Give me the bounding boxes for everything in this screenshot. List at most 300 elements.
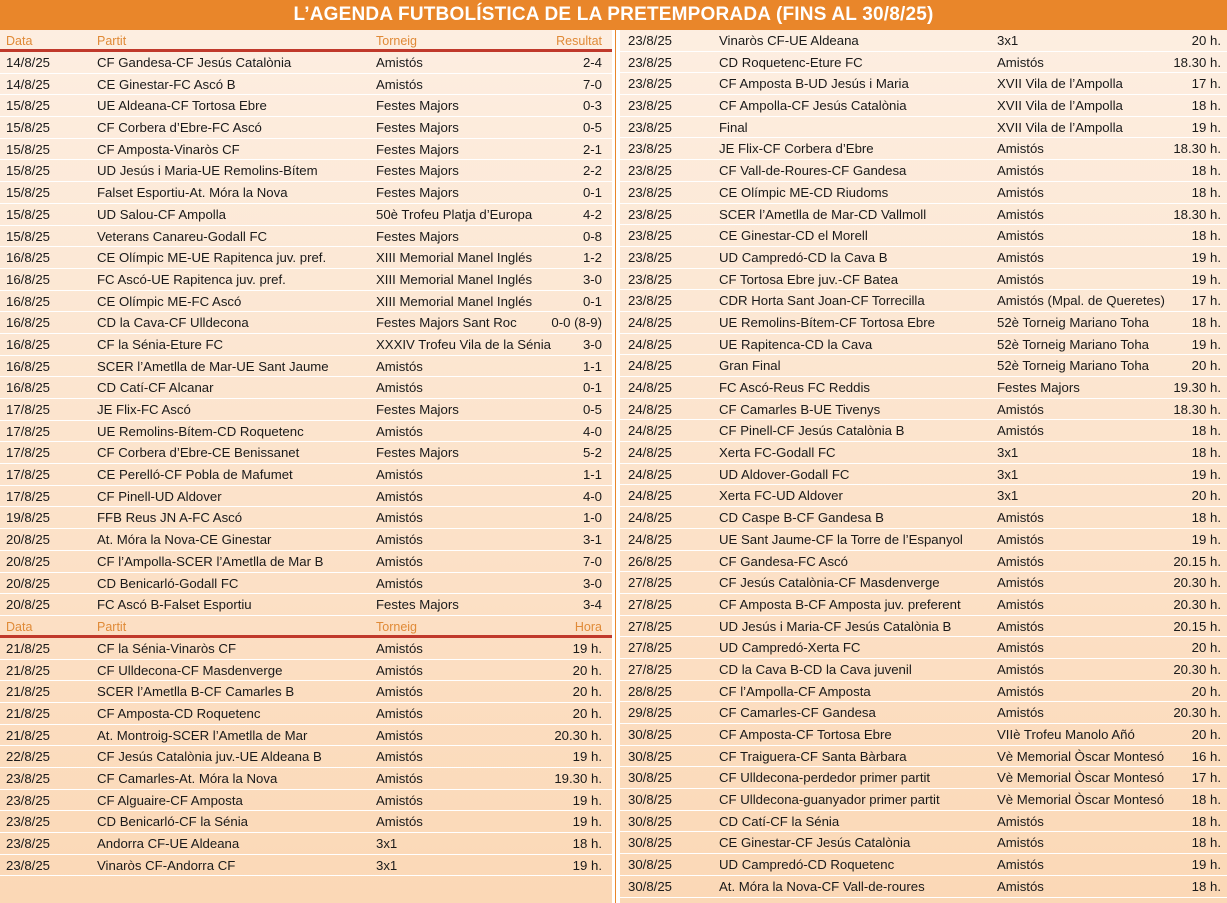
match-teams: Final: [719, 119, 748, 135]
match-date: 24/8/25: [628, 358, 672, 374]
match-date: 16/8/25: [6, 293, 50, 309]
match-tournament: XXXIV Trofeu Vila de la Sénia: [376, 336, 551, 352]
match-value: 18 h.: [1191, 813, 1221, 829]
table-row: [620, 551, 1227, 573]
match-value: 18.30 h.: [1173, 141, 1221, 157]
match-date: 21/8/25: [6, 727, 50, 743]
match-date: 30/8/25: [628, 813, 672, 829]
match-date: 23/8/25: [628, 293, 672, 309]
header-date: Data: [6, 619, 33, 634]
table-row: [0, 464, 612, 486]
match-teams: UE Sant Jaume-CF la Torre de l’Espanyol: [719, 531, 963, 547]
table-row: [0, 269, 612, 291]
table-row: [0, 117, 612, 139]
match-date: 28/8/25: [628, 683, 672, 699]
table-row: [0, 594, 612, 616]
match-tournament: 3x1: [997, 33, 1019, 48]
match-date: 15/8/25: [6, 185, 50, 201]
match-tournament: 3x1: [376, 836, 398, 852]
match-teams: JE Flix-FC Ascó: [97, 402, 191, 417]
match-teams: CF Gandesa-FC Ascó: [719, 553, 848, 569]
match-tournament: Amistós: [376, 532, 423, 548]
match-tournament: Amistós: [376, 510, 423, 526]
match-date: 27/8/25: [628, 575, 672, 591]
schedule-list: [0, 638, 612, 877]
match-tournament: Amistós: [997, 510, 1044, 526]
match-value: 0-1: [582, 380, 602, 396]
match-date: 20/8/25: [6, 532, 50, 548]
match-value: 20.30 h.: [1173, 596, 1221, 612]
match-date: 24/8/25: [628, 531, 672, 547]
table-row: [0, 312, 612, 334]
match-value: 4-0: [582, 488, 602, 504]
match-teams: FC Ascó B-Falset Esportiu: [97, 597, 252, 613]
table-row: [620, 767, 1227, 789]
table-row: [0, 790, 612, 812]
match-teams: SCER l’Ametlla B-CF Camarles B: [97, 684, 295, 700]
match-teams: CE Ginestar-FC Ascó B: [97, 76, 236, 92]
table-row: [620, 811, 1227, 833]
match-date: 16/8/25: [6, 271, 50, 287]
match-value: 16 h.: [1191, 748, 1221, 764]
match-tournament: Amistós (Mpal. de Queretes): [997, 293, 1165, 309]
match-tournament: Amistós: [997, 249, 1044, 265]
table-row: [0, 855, 612, 877]
match-tournament: Festes Majors: [376, 402, 459, 417]
match-date: 15/8/25: [6, 120, 50, 136]
match-tournament: XVII Vila de l’Ampolla: [997, 119, 1123, 135]
match-value: 3-0: [582, 336, 602, 352]
table-row: [620, 637, 1227, 659]
match-value: 20 h.: [1191, 488, 1221, 504]
match-value: 18 h.: [1191, 792, 1221, 808]
match-value: 20 h.: [1191, 358, 1221, 374]
match-date: 24/8/25: [628, 488, 672, 504]
match-teams: CE Olímpic ME-CD Riudoms: [719, 184, 889, 200]
table-row: [0, 811, 612, 833]
match-teams: JE Flix-CF Corbera d’Ebre: [719, 141, 874, 157]
match-teams: At. Montroig-SCER l’Ametlla de Mar: [97, 727, 308, 743]
match-tournament: Amistós: [376, 553, 423, 569]
match-tournament: Amistós: [376, 76, 423, 92]
match-tournament: Amistós: [376, 727, 423, 743]
table-row: [0, 182, 612, 204]
match-date: 17/8/25: [6, 445, 50, 461]
match-tournament: Amistós: [997, 401, 1044, 417]
table-row: [620, 355, 1227, 377]
match-teams: CF Camarles B-UE Tivenys: [719, 401, 881, 417]
table-row: [620, 290, 1227, 312]
match-value: 19 h.: [1191, 249, 1221, 265]
match-teams: CE Perelló-CF Pobla de Mafumet: [97, 467, 293, 483]
match-value: 3-0: [582, 271, 602, 287]
match-teams: CF Pinell-UD Aldover: [97, 488, 222, 504]
match-teams: CF Amposta B-UD Jesús i Maria: [719, 76, 909, 92]
match-date: 30/8/25: [628, 748, 672, 764]
match-teams: Andorra CF-UE Aldeana: [97, 836, 240, 852]
results-list: [0, 52, 612, 616]
table-row: [620, 160, 1227, 182]
match-date: 20/8/25: [6, 597, 50, 613]
match-date: 23/8/25: [628, 228, 672, 244]
match-value: 20.30 h.: [1173, 661, 1221, 677]
match-tournament: Vè Memorial Òscar Montesó: [997, 748, 1165, 764]
match-date: 17/8/25: [6, 423, 50, 439]
table-row: [0, 52, 612, 74]
match-date: 29/8/25: [628, 705, 672, 721]
column-divider: [612, 30, 620, 903]
match-tournament: Amistós: [997, 141, 1044, 157]
match-date: 16/8/25: [6, 315, 50, 331]
match-date: 15/8/25: [6, 163, 50, 179]
match-teams: CF la Sénia-Eture FC: [97, 336, 224, 352]
match-teams: CD la Cava B-CD la Cava juvenil: [719, 661, 912, 677]
match-teams: CDR Horta Sant Joan-CF Torrecilla: [719, 293, 925, 309]
match-tournament: Festes Majors: [376, 445, 459, 461]
match-date: 24/8/25: [628, 336, 672, 352]
match-tournament: Amistós: [997, 575, 1044, 591]
match-date: 23/8/25: [628, 119, 672, 135]
match-tournament: Amistós: [997, 618, 1044, 634]
match-date: 23/8/25: [628, 98, 672, 114]
table-row: [0, 204, 612, 226]
match-teams: FFB Reus JN A-FC Ascó: [97, 510, 243, 526]
header-tournament: Torneig: [376, 619, 417, 634]
table-row: [620, 269, 1227, 291]
table-row: [0, 442, 612, 464]
match-value: 19 h.: [572, 640, 602, 656]
match-tournament: Festes Majors: [376, 120, 459, 136]
match-teams: CD Catí-CF la Sénia: [719, 813, 840, 829]
match-tournament: XIII Memorial Manel Inglés: [376, 271, 533, 287]
table-row: [0, 226, 612, 248]
match-teams: Veterans Canareu-Godall FC: [97, 228, 268, 244]
table-row: [0, 486, 612, 508]
match-value: 20 h.: [1191, 33, 1221, 48]
match-teams: UD Jesús i Maria-CF Jesús Catalònia B: [719, 618, 952, 634]
match-tournament: Festes Majors: [376, 98, 459, 114]
match-date: 21/8/25: [6, 640, 50, 656]
match-teams: UE Remolins-Bítem-CD Roquetenc: [97, 423, 304, 439]
match-value: 18 h.: [1191, 878, 1221, 894]
match-date: 15/8/25: [6, 206, 50, 222]
table-row: [0, 833, 612, 855]
table-row: [0, 247, 612, 269]
match-teams: UD Campredó-CD la Cava B: [719, 249, 888, 265]
match-tournament: Amistós: [376, 814, 423, 830]
match-value: 19 h.: [1191, 466, 1221, 482]
table-row: [620, 204, 1227, 226]
table-row: [620, 225, 1227, 247]
table-row: [0, 421, 612, 443]
match-teams: CE Ginestar-CF Jesús Catalònia: [719, 835, 911, 851]
match-tournament: Amistós: [997, 661, 1044, 677]
match-teams: CF Vall-de-Roures-CF Gandesa: [719, 163, 907, 179]
match-tournament: Amistós: [376, 640, 423, 656]
match-date: 16/8/25: [6, 358, 50, 374]
match-teams: CD Benicarló-Godall FC: [97, 575, 239, 591]
match-date: 24/8/25: [628, 401, 672, 417]
match-date: 23/8/25: [6, 857, 50, 873]
table-row: [0, 768, 612, 790]
match-date: 27/8/25: [628, 596, 672, 612]
match-tournament: VIIè Trofeu Manolo Añó: [997, 727, 1135, 742]
match-date: 24/8/25: [628, 445, 672, 461]
match-teams: CF l’Ampolla-CF Amposta: [719, 683, 871, 699]
match-tournament: Vè Memorial Òscar Montesó: [997, 770, 1165, 786]
match-tournament: Amistós: [997, 271, 1044, 287]
match-value: 3-4: [582, 597, 602, 613]
table-row: [0, 377, 612, 399]
table-row: [620, 507, 1227, 529]
match-value: 19 h.: [1191, 531, 1221, 547]
match-value: 19 h.: [572, 749, 602, 765]
match-tournament: XVII Vila de l’Ampolla: [997, 98, 1123, 114]
match-value: 18 h.: [1191, 835, 1221, 851]
table-row: [0, 703, 612, 725]
match-date: 23/8/25: [628, 54, 672, 70]
match-value: 19.30 h.: [1173, 380, 1221, 395]
table-row: [620, 377, 1227, 399]
match-teams: CF Alguaire-CF Amposta: [97, 792, 243, 808]
match-date: 21/8/25: [6, 684, 50, 700]
match-tournament: 52è Torneig Mariano Toha: [997, 358, 1150, 374]
match-tournament: Festes Majors: [376, 163, 459, 179]
header-match: Partit: [97, 619, 127, 634]
match-tournament: 52è Torneig Mariano Toha: [997, 314, 1150, 330]
table-row: [620, 420, 1227, 442]
match-tournament: Amistós: [997, 206, 1044, 222]
table-row: [0, 95, 612, 117]
table-row: [0, 74, 612, 96]
match-value: 18 h.: [1191, 314, 1221, 330]
match-date: 23/8/25: [6, 792, 50, 808]
table-row: [0, 638, 612, 660]
match-tournament: Amistós: [997, 423, 1044, 439]
table-row: [620, 95, 1227, 117]
match-date: 23/8/25: [628, 141, 672, 157]
schedule-header: [0, 616, 612, 638]
table-row: [620, 572, 1227, 594]
match-tournament: Festes Majors: [376, 597, 459, 613]
match-value: 1-0: [582, 510, 602, 526]
match-tournament: Festes Majors: [997, 380, 1080, 395]
match-date: 23/8/25: [6, 836, 50, 852]
match-value: 20 h.: [1191, 640, 1221, 656]
match-date: 21/8/25: [6, 705, 50, 721]
match-value: 18.30 h.: [1173, 54, 1221, 70]
match-value: 20.30 h.: [1173, 705, 1221, 721]
match-teams: CF Traiguera-CF Santa Bàrbara: [719, 748, 907, 764]
match-teams: SCER l’Ametlla de Mar-CD Vallmoll: [719, 206, 927, 222]
match-tournament: 3x1: [997, 488, 1019, 504]
table-row: [620, 138, 1227, 160]
match-value: 3-0: [582, 575, 602, 591]
match-value: 0-1: [582, 185, 602, 201]
match-date: 23/8/25: [628, 163, 672, 179]
match-tournament: Festes Majors Sant Roc: [376, 315, 517, 331]
match-tournament: 50è Trofeu Platja d’Europa: [376, 206, 533, 222]
match-tournament: Amistós: [997, 184, 1044, 200]
match-tournament: Amistós: [376, 684, 423, 700]
match-value: 19 h.: [1191, 119, 1221, 135]
match-tournament: Amistós: [997, 54, 1044, 70]
table-row: [0, 551, 612, 573]
match-value: 18 h.: [1191, 445, 1221, 461]
match-teams: CD la Cava-CF Ulldecona: [97, 315, 249, 331]
match-teams: CF Amposta-Vinaròs CF: [97, 141, 240, 157]
table-row: [620, 52, 1227, 74]
match-tournament: Amistós: [376, 749, 423, 765]
match-value: 18 h.: [1191, 184, 1221, 200]
match-tournament: Amistós: [376, 467, 423, 483]
match-teams: CD Roquetenc-Eture FC: [719, 54, 863, 70]
match-date: 15/8/25: [6, 141, 50, 157]
match-date: 17/8/25: [6, 402, 50, 417]
header-result: Resultat: [556, 34, 602, 48]
match-value: 7-0: [582, 76, 602, 92]
match-tournament: Amistós: [376, 575, 423, 591]
match-value: 1-2: [582, 250, 602, 266]
match-value: 18.30 h.: [1173, 401, 1221, 417]
match-teams: Xerta FC-Godall FC: [719, 445, 836, 461]
match-value: 0-5: [582, 402, 602, 417]
page-title: L’AGENDA FUTBOLÍSTICA DE LA PRETEMPORADA (FINS AL 30/8/25): [0, 0, 1227, 30]
match-date: 15/8/25: [6, 228, 50, 244]
table-row: [620, 746, 1227, 768]
match-teams: Xerta FC-UD Aldover: [719, 488, 843, 504]
match-date: 30/8/25: [628, 770, 672, 786]
match-date: 24/8/25: [628, 423, 672, 439]
match-date: 16/8/25: [6, 380, 50, 396]
match-teams: UD Jesús i Maria-UE Remolins-Bítem: [97, 163, 318, 179]
match-tournament: Festes Majors: [376, 141, 459, 157]
match-value: 19 h.: [1191, 857, 1221, 873]
match-value: 18 h.: [1191, 228, 1221, 244]
table-row: [620, 594, 1227, 616]
match-tournament: 3x1: [997, 445, 1019, 461]
match-date: 27/8/25: [628, 618, 672, 634]
match-date: 23/8/25: [628, 206, 672, 222]
match-tournament: XIII Memorial Manel Inglés: [376, 250, 533, 266]
table-row: [620, 117, 1227, 139]
match-value: 20.30 h.: [554, 727, 602, 743]
match-tournament: Amistós: [997, 228, 1044, 244]
match-teams: CF Corbera d’Ebre-FC Ascó: [97, 120, 262, 136]
match-date: 17/8/25: [6, 488, 50, 504]
table-row: [620, 681, 1227, 703]
table-row: [0, 139, 612, 161]
match-value: 20.15 h.: [1173, 618, 1221, 634]
match-date: 24/8/25: [628, 510, 672, 526]
table-row: [620, 312, 1227, 334]
match-teams: FC Ascó-UE Rapitenca juv. pref.: [97, 271, 286, 287]
table-row: [620, 399, 1227, 421]
match-value: 4-2: [582, 206, 602, 222]
match-date: 16/8/25: [6, 250, 50, 266]
table-row: [620, 724, 1227, 746]
table-row: [620, 702, 1227, 724]
match-date: 15/8/25: [6, 98, 50, 114]
table-row: [0, 507, 612, 529]
match-date: 23/8/25: [628, 271, 672, 287]
match-tournament: Amistós: [376, 488, 423, 504]
match-teams: CF l’Ampolla-SCER l’Ametlla de Mar B: [97, 553, 324, 569]
match-date: 22/8/25: [6, 749, 50, 765]
match-teams: UD Aldover-Godall FC: [719, 466, 850, 482]
match-date: 20/8/25: [6, 553, 50, 569]
match-tournament: Amistós: [997, 163, 1044, 179]
match-value: 5-2: [582, 445, 602, 461]
match-teams: CF Ampolla-CF Jesús Catalònia: [719, 98, 907, 114]
match-tournament: XIII Memorial Manel Inglés: [376, 293, 533, 309]
match-tournament: Amistós: [997, 835, 1044, 851]
table-row: [0, 399, 612, 421]
table-row: [620, 854, 1227, 876]
table-row: [620, 73, 1227, 95]
match-tournament: Amistós: [997, 857, 1044, 873]
match-value: 20.15 h.: [1173, 553, 1221, 569]
match-date: 27/8/25: [628, 661, 672, 677]
table-row: [0, 529, 612, 551]
match-teams: CF Tortosa Ebre juv.-CF Batea: [719, 271, 899, 287]
match-date: 23/8/25: [628, 249, 672, 265]
schedule-list: [620, 30, 1227, 898]
table-row: [620, 529, 1227, 551]
match-date: 19/8/25: [6, 510, 50, 526]
match-teams: CF Ulldecona-CF Masdenverge: [97, 662, 283, 678]
table-row: [620, 30, 1227, 52]
match-teams: UD Campredó-Xerta FC: [719, 640, 861, 656]
match-date: 24/8/25: [628, 380, 672, 395]
match-value: 20 h.: [1191, 727, 1221, 742]
table-row: [620, 832, 1227, 854]
match-tournament: Festes Majors: [376, 185, 459, 201]
table-row: [620, 247, 1227, 269]
match-tournament: Amistós: [376, 662, 423, 678]
match-value: 18 h.: [1191, 98, 1221, 114]
match-teams: CF Jesús Catalònia-CF Masdenverge: [719, 575, 940, 591]
match-tournament: Amistós: [997, 813, 1044, 829]
table-row: [0, 725, 612, 747]
match-value: 19 h.: [572, 814, 602, 830]
match-teams: CF Camarles-CF Gandesa: [719, 705, 876, 721]
match-tournament: Amistós: [997, 705, 1044, 721]
match-teams: CF Amposta-CD Roquetenc: [97, 705, 261, 721]
match-teams: UD Campredó-CD Roquetenc: [719, 857, 895, 873]
results-header: [0, 30, 612, 52]
match-teams: Falset Esportiu-At. Móra la Nova: [97, 185, 288, 201]
right-column: [620, 30, 1227, 903]
match-teams: CF Gandesa-CF Jesús Catalònia: [97, 55, 292, 70]
table-row: [0, 356, 612, 378]
match-tournament: Amistós: [376, 423, 423, 439]
match-value: 18 h.: [1191, 510, 1221, 526]
match-tournament: 3x1: [376, 857, 398, 873]
match-tournament: Amistós: [997, 683, 1044, 699]
match-value: 19 h.: [572, 792, 602, 808]
match-date: 26/8/25: [628, 553, 672, 569]
match-teams: Gran Final: [719, 358, 781, 374]
table-row: [620, 485, 1227, 507]
match-value: 20 h.: [1191, 683, 1221, 699]
match-teams: CF Ulldecona-guanyador primer partit: [719, 792, 940, 808]
header-match: Partit: [97, 34, 127, 48]
match-teams: Vinaròs CF-UE Aldeana: [719, 33, 859, 48]
table-row: [0, 291, 612, 313]
match-value: 4-0: [582, 423, 602, 439]
match-teams: Vinaròs CF-Andorra CF: [97, 857, 236, 873]
